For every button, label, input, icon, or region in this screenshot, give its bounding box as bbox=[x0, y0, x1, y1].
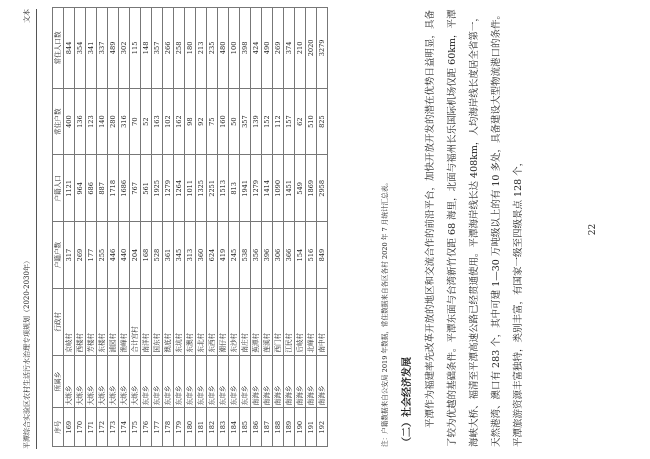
table-cell: 东楼村 bbox=[97, 288, 108, 355]
table-cell: 849 bbox=[317, 222, 328, 289]
table-cell: 174 bbox=[119, 408, 130, 447]
table-cell: 102 bbox=[163, 88, 174, 155]
table-cell: 337 bbox=[97, 8, 108, 89]
table-cell: 南海乡 bbox=[251, 355, 262, 408]
table-cell: 490 bbox=[262, 8, 273, 89]
table-row bbox=[97, 8, 108, 447]
table-cell: 潮仔村 bbox=[218, 288, 229, 355]
table-row bbox=[295, 8, 306, 447]
table-cell: 50 bbox=[229, 88, 240, 155]
table-cell: 179 bbox=[174, 408, 185, 447]
table-cell: 510 bbox=[306, 88, 317, 155]
table-row bbox=[185, 8, 196, 447]
table-cell: 266 bbox=[163, 8, 174, 89]
table-cell: 123 bbox=[86, 88, 97, 155]
table-cell: 3279 bbox=[317, 8, 328, 89]
column-header: 常住户数 bbox=[53, 88, 64, 155]
table-cell: 大练乡 bbox=[119, 355, 130, 408]
table-cell: 2020 bbox=[306, 8, 317, 89]
table-cell: 396 bbox=[262, 222, 273, 289]
table-cell: 东西村 bbox=[207, 288, 218, 355]
table-cell: 芳楼村 bbox=[86, 288, 97, 355]
table-cell: 366 bbox=[284, 222, 295, 289]
table-cell: 170 bbox=[75, 408, 86, 447]
table-cell: 东庠乡 bbox=[207, 355, 218, 408]
table-cell: 168 bbox=[141, 222, 152, 289]
table-row bbox=[141, 8, 152, 447]
table-cell: 1325 bbox=[196, 155, 207, 222]
table-cell: 1718 bbox=[108, 155, 119, 222]
table-cell: 176 bbox=[141, 408, 152, 447]
table-cell: 1279 bbox=[251, 155, 262, 222]
table-cell: 160 bbox=[218, 88, 229, 155]
table-cell: 154 bbox=[295, 222, 306, 289]
table-cell: 南海乡 bbox=[284, 355, 295, 408]
table-cell: 561 bbox=[141, 155, 152, 222]
table-cell: 98 bbox=[185, 88, 196, 155]
table-cell: 183 bbox=[218, 408, 229, 447]
table-cell: 1264 bbox=[174, 155, 185, 222]
table-cell: 181 bbox=[196, 408, 207, 447]
table-cell: 国东村 bbox=[152, 288, 163, 355]
table-cell: 357 bbox=[240, 88, 251, 155]
table-row bbox=[64, 8, 75, 447]
table-cell: 180 bbox=[185, 8, 196, 89]
header-right-label: 文本 bbox=[23, 9, 31, 23]
table-cell: 1869 bbox=[306, 155, 317, 222]
table-cell: 1513 bbox=[218, 155, 229, 222]
table-cell: 162 bbox=[174, 88, 185, 155]
table-cell: 1090 bbox=[273, 155, 284, 222]
column-header: 户籍户数 bbox=[53, 222, 64, 289]
table-cell: 东庠乡 bbox=[185, 355, 196, 408]
body-text bbox=[420, 7, 530, 447]
table-cell: 152 bbox=[262, 88, 273, 155]
table-cell: 255 bbox=[97, 222, 108, 289]
table-row bbox=[229, 8, 240, 447]
table-cell: 354 bbox=[75, 8, 86, 89]
table-header-row bbox=[53, 8, 64, 447]
table-cell: 180 bbox=[185, 408, 196, 447]
table-cell: 341 bbox=[86, 8, 97, 89]
table-cell: 1925 bbox=[152, 155, 163, 222]
table-row bbox=[119, 8, 130, 447]
table-cell: 南中村 bbox=[317, 288, 328, 355]
table-row bbox=[152, 8, 163, 447]
table-cell: 549 bbox=[295, 155, 306, 222]
column-header: 所属乡 bbox=[53, 355, 64, 408]
table-cell: 446 bbox=[108, 222, 119, 289]
table-cell: 139 bbox=[251, 88, 262, 155]
table-cell: 213 bbox=[196, 8, 207, 89]
table-cell: 115 bbox=[130, 8, 141, 89]
table-cell: 489 bbox=[108, 8, 119, 89]
table-cell: 东庠乡 bbox=[141, 355, 152, 408]
table-cell: 480 bbox=[218, 8, 229, 89]
table-cell: 169 bbox=[64, 408, 75, 447]
table-cell: 136 bbox=[75, 88, 86, 155]
table-cell: 686 bbox=[86, 155, 97, 222]
table-cell: 大练乡 bbox=[130, 355, 141, 408]
table-cell: 767 bbox=[130, 155, 141, 222]
table-cell: 172 bbox=[97, 408, 108, 447]
table-cell: 813 bbox=[229, 155, 240, 222]
column-header: 序号 bbox=[53, 408, 64, 447]
table-row bbox=[240, 8, 251, 447]
table-cell: 大练乡 bbox=[64, 355, 75, 408]
table-cell: 大练乡 bbox=[75, 355, 86, 408]
table-cell: 191 bbox=[306, 408, 317, 447]
table-cell: 1121 bbox=[64, 155, 75, 222]
table-row bbox=[317, 8, 328, 447]
table-cell: 624 bbox=[207, 222, 218, 289]
table-cell: 360 bbox=[196, 222, 207, 289]
table-cell: 345 bbox=[174, 222, 185, 289]
table-cell: 317 bbox=[64, 222, 75, 289]
table-cell: 澳底村 bbox=[163, 288, 174, 355]
table-cell: 京岐村 bbox=[64, 288, 75, 355]
table-cell: 356 bbox=[251, 222, 262, 289]
table-cell: 南海乡 bbox=[317, 355, 328, 408]
table-cell: 东北村 bbox=[196, 288, 207, 355]
table-cell: 190 bbox=[295, 408, 306, 447]
table-row bbox=[218, 8, 229, 447]
table-cell: 1451 bbox=[284, 155, 295, 222]
table-cell: 400 bbox=[64, 88, 75, 155]
table-cell: 52 bbox=[141, 88, 152, 155]
table-cell: 210 bbox=[295, 8, 306, 89]
page-header bbox=[18, 9, 34, 449]
table-cell: 东庠乡 bbox=[240, 355, 251, 408]
column-header: 常住人口数 bbox=[53, 8, 64, 89]
table-cell: 蕉潭村 bbox=[251, 288, 262, 355]
table-cell: 148 bbox=[141, 8, 152, 89]
column-header: 户籍人口 bbox=[53, 155, 64, 222]
table-cell: 361 bbox=[163, 222, 174, 289]
table-cell: 245 bbox=[229, 222, 240, 289]
table-row bbox=[108, 8, 119, 447]
table-cell: 258 bbox=[174, 8, 185, 89]
table-cell: 西门村 bbox=[273, 288, 284, 355]
table-cell: 419 bbox=[218, 222, 229, 289]
table-cell: 东沙村 bbox=[229, 288, 240, 355]
table-cell: 2251 bbox=[207, 155, 218, 222]
table-cell: 2958 bbox=[317, 155, 328, 222]
table-row bbox=[306, 8, 317, 447]
table-row bbox=[75, 8, 86, 447]
table-cell: 188 bbox=[273, 408, 284, 447]
table-row bbox=[251, 8, 262, 447]
table-cell: 844 bbox=[64, 8, 75, 89]
table-row bbox=[86, 8, 97, 447]
section-title: （二）社会经济发展 bbox=[402, 357, 413, 447]
table-row bbox=[130, 8, 141, 447]
table-cell: 62 bbox=[295, 88, 306, 155]
table-cell: 渔峰村 bbox=[119, 288, 130, 355]
table-cell: 192 bbox=[317, 408, 328, 447]
table-cell: 186 bbox=[251, 408, 262, 447]
table-cell: 东庠乡 bbox=[229, 355, 240, 408]
table-cell: 1414 bbox=[262, 155, 273, 222]
table-cell: 171 bbox=[86, 408, 97, 447]
table-cell: 合计宫村 bbox=[130, 288, 141, 355]
table-cell: 185 bbox=[240, 408, 251, 447]
table-cell: 70 bbox=[130, 88, 141, 155]
table-cell: 374 bbox=[284, 8, 295, 89]
table-cell: 100 bbox=[229, 8, 240, 89]
header-title: 平潭综合实验区农村生活污水治理专项规划（2020-2030年） bbox=[23, 257, 31, 449]
table-cell: 313 bbox=[185, 222, 196, 289]
table-cell: 440 bbox=[119, 222, 130, 289]
table-cell: 东庠乡 bbox=[152, 355, 163, 408]
table-cell: 538 bbox=[240, 222, 251, 289]
table-cell: 92 bbox=[196, 88, 207, 155]
table-cell: 178 bbox=[163, 408, 174, 447]
table-cell: 112 bbox=[273, 88, 284, 155]
table-cell: 184 bbox=[229, 408, 240, 447]
table-cell: 306 bbox=[273, 222, 284, 289]
paragraph: 平潭作为福建率先改革开放的地区和交流合作的前沿平台，加快开放开发的潜在优势日益明显，具备了较为优越的基础条件。平潭东面与台湾新竹仅距 68 海里，北面与福州长乐国际机场仅距 60km，平潭海峡大桥、福清至平潭高速公路已经贯通使用。平潭海岸线长达 408km，人均海岸线长度居全省第一，天然港湾、澳口有 283 个，其中可建 1—30 万吨级以上的有 10 多处，具备建设大型物流港口的条件。平潭旅游资源丰富独特，类别丰富，有国家一级至四级景点 128 个， bbox=[425, 9, 524, 447]
table-row bbox=[273, 8, 284, 447]
table-cell: 南洋村 bbox=[141, 288, 152, 355]
table-cell: 189 bbox=[284, 408, 295, 447]
table-cell: 887 bbox=[97, 155, 108, 222]
table-cell: 316 bbox=[119, 88, 130, 155]
table-body bbox=[64, 8, 328, 447]
table-cell: 163 bbox=[152, 88, 163, 155]
table-cell: 424 bbox=[251, 8, 262, 89]
table-cell: 东庠乡 bbox=[163, 355, 174, 408]
table-cell: 1011 bbox=[185, 155, 196, 222]
village-population-table bbox=[52, 7, 328, 447]
table-cell: 大练乡 bbox=[86, 355, 97, 408]
table-cell: 东坑村 bbox=[174, 288, 185, 355]
table-cell: 南海乡 bbox=[273, 355, 284, 408]
table-cell: 528 bbox=[152, 222, 163, 289]
table-cell: 东庠乡 bbox=[174, 355, 185, 408]
table-cell: 269 bbox=[75, 222, 86, 289]
table-row bbox=[174, 8, 185, 447]
table-cell: 398 bbox=[240, 8, 251, 89]
table-cell: 江民村 bbox=[284, 288, 295, 355]
table-row bbox=[262, 8, 273, 447]
table-cell: 140 bbox=[97, 88, 108, 155]
table-cell: 南海乡 bbox=[306, 355, 317, 408]
table-cell: 269 bbox=[273, 8, 284, 89]
table-cell: 后岐村 bbox=[295, 288, 306, 355]
table-cell: 北峰村 bbox=[306, 288, 317, 355]
table-cell: 187 bbox=[262, 408, 273, 447]
table-cell: 大练乡 bbox=[108, 355, 119, 408]
table-cell: 177 bbox=[152, 408, 163, 447]
header-rule bbox=[36, 9, 37, 449]
table-cell: 182 bbox=[207, 408, 218, 447]
table-cell: 204 bbox=[130, 222, 141, 289]
table-cell: 177 bbox=[86, 222, 97, 289]
table-cell: 964 bbox=[75, 155, 86, 222]
table-cell: 东庠乡 bbox=[218, 355, 229, 408]
table-cell: 浦园村 bbox=[108, 288, 119, 355]
table-cell: 西楼村 bbox=[75, 288, 86, 355]
table-cell: 1279 bbox=[163, 155, 174, 222]
table-cell: 280 bbox=[108, 88, 119, 155]
table-cell: 南海乡 bbox=[262, 355, 273, 408]
table-cell: 157 bbox=[284, 88, 295, 155]
table-cell: 357 bbox=[152, 8, 163, 89]
table-cell: 302 bbox=[119, 8, 130, 89]
table-row bbox=[163, 8, 174, 447]
table-cell: 东澳村 bbox=[185, 288, 196, 355]
table-cell: 大练乡 bbox=[97, 355, 108, 408]
page-number: 22 bbox=[588, 223, 598, 236]
table-cell: 南庄村 bbox=[240, 288, 251, 355]
table-cell: 1941 bbox=[240, 155, 251, 222]
table-cell: 1686 bbox=[119, 155, 130, 222]
table-cell: 莲溪村 bbox=[262, 288, 273, 355]
table-cell: 175 bbox=[130, 408, 141, 447]
table-row bbox=[207, 8, 218, 447]
table-row bbox=[284, 8, 295, 447]
table-cell: 235 bbox=[207, 8, 218, 89]
column-header: 行政村 bbox=[53, 288, 64, 355]
table-cell: 173 bbox=[108, 408, 119, 447]
table-cell: 东庠乡 bbox=[196, 355, 207, 408]
table-cell: 516 bbox=[306, 222, 317, 289]
table-cell: 75 bbox=[207, 88, 218, 155]
table-note: 注：户籍数据来自公安局 2019 年数据，常住数据来自各区各村 2020 年 7 月统计汇总表。 bbox=[381, 179, 389, 447]
table-row bbox=[196, 8, 207, 447]
table-cell: 825 bbox=[317, 88, 328, 155]
table-cell: 南海乡 bbox=[295, 355, 306, 408]
